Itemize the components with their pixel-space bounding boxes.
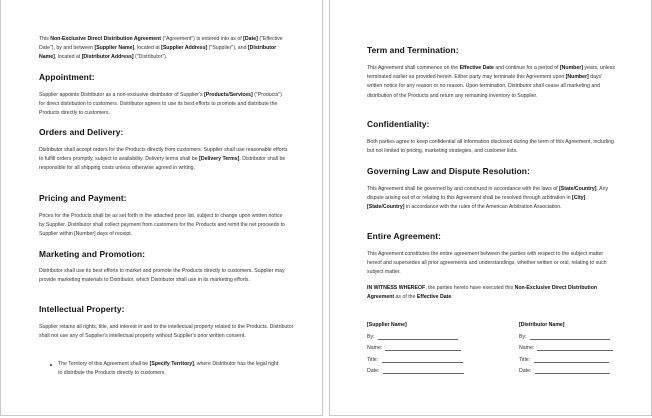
date-label: Date: — [519, 368, 532, 374]
by-label: By: — [367, 334, 375, 340]
section-heading-entire-agreement: Entire Agreement: — [367, 231, 441, 241]
text: ("Effective Date"), by and between — [39, 36, 283, 52]
supplier-name-label: [Supplier Name] — [367, 322, 407, 328]
witness-paragraph — [367, 284, 622, 302]
text: Distributor shall accept orders for the Products directly from customers. Supplier shall use reasonable efforts to fulfill orders promptly, subject to availability. Delivery terms shall be — [39, 147, 288, 163]
section-heading-appointment: Appointment: — [39, 72, 95, 82]
text: years, unless terminated earlier as provided herein. Either party may terminate this Agreement upon — [367, 65, 615, 81]
supplier-address-placeholder: [Supplier Address] — [161, 45, 208, 52]
bullet-icon — [50, 364, 52, 366]
text: This Agreement shall commence on the — [367, 65, 460, 71]
entire-agreement-paragraph — [367, 250, 619, 278]
text: . Distributor shall be responsible for all shipping costs unless otherwise agreed in writing. — [39, 156, 286, 172]
text: , located at — [54, 54, 82, 61]
territory-bullet — [58, 360, 283, 378]
territory-placeholder: [Specify Territory] — [149, 361, 194, 367]
confidentiality-paragraph — [367, 138, 619, 156]
agreement-name: Non-Exclusive Direct Distribution Agreement — [50, 36, 162, 42]
title-signature-line[interactable] — [534, 362, 609, 363]
term-paragraph — [367, 64, 617, 101]
distributor-name-label: [Distributor Name] — [519, 322, 565, 328]
date-label: Date: — [367, 368, 380, 374]
orders-paragraph — [39, 146, 289, 174]
state-country-placeholder: [State/Country] — [367, 204, 405, 211]
name-label: Name: — [367, 345, 383, 351]
section-heading-orders: Orders and Delivery: — [39, 127, 124, 137]
section-heading-confidentiality: Confidentiality: — [367, 119, 430, 129]
title-label: Title: — [519, 357, 531, 363]
marketing-paragraph — [39, 267, 289, 285]
state-country-placeholder: [State/Country] — [559, 186, 597, 192]
number-placeholder: [Number] — [565, 74, 589, 81]
text: , — [585, 195, 587, 202]
text: This Agreement constitutes the entire agreement between the parties with respect to the subject matter hereof and supersedes all prior agreements and understandings, whether written or oral, relating to such subject matter. — [367, 251, 607, 276]
name-label: Name: — [519, 345, 535, 351]
by-signature-line[interactable] — [378, 339, 458, 340]
text: , the parties hereto have executed this — [425, 285, 515, 291]
date-signature-line[interactable] — [535, 373, 610, 374]
text: ("Agreement") is entered into as of — [161, 36, 244, 42]
text: as of the — [394, 294, 417, 301]
by-signature-line[interactable] — [530, 339, 610, 340]
governing-law-paragraph — [367, 185, 619, 213]
title-label: Title: — [367, 357, 379, 363]
section-heading-marketing: Marketing and Promotion: — [39, 249, 146, 259]
text: ("Products") for direct distribution to customers. Distributor agrees to use its best efforts to promote and distribute the Products directly to customers. — [39, 92, 282, 117]
text: ("Distributor"). — [133, 54, 168, 61]
section-heading-governing-law: Governing Law and Dispute Resolution: — [367, 166, 530, 176]
distributor-name-placeholder: [Distributor Name] — [39, 45, 277, 61]
document-page-2 — [329, 0, 652, 416]
title-signature-line[interactable] — [382, 362, 463, 363]
section-heading-intellectual-property: Intellectual Property: — [39, 304, 125, 314]
distributor-address-placeholder: [Distributor Address] — [81, 54, 134, 61]
text: Supplier appoints Distributor as a non-exclusive distributor of Supplier's — [39, 92, 205, 98]
agreement-name: Non-Exclusive Direct Distribution Agreement — [367, 285, 598, 301]
text: The Territory of this Agreement shall be — [58, 361, 150, 367]
name-signature-line[interactable] — [537, 350, 613, 351]
products-placeholder: [Products/Services] — [204, 92, 253, 98]
text: This — [39, 36, 51, 42]
text: Distributor shall use its best efforts to market and promote the Products directly to customers. Supplier may provide marketing materials to Distributor, which Distributor shall use in its marketing efforts. — [39, 268, 285, 284]
text: , where Distributor has the legal right to distribute the Products directly to customers. — [58, 361, 279, 377]
text: days' written notice for any reason or no reason. Upon termination, Distributor shall cease all marketing and distribution of the Products and return any remaining inventory to Supplier. — [367, 74, 603, 99]
document-page-1 — [0, 0, 323, 416]
date-signature-line[interactable] — [383, 373, 464, 374]
city-placeholder: [City] — [572, 195, 586, 202]
text: . — [451, 294, 453, 301]
text: Both parties agree to keep confidential all information disclosed during the term of this Agreement, including but not limited to pricing, marketing strategies, and customer lists. — [367, 139, 614, 155]
appointment-paragraph — [39, 91, 289, 119]
section-heading-pricing: Pricing and Payment: — [39, 193, 127, 203]
text: in accordance with the rules of the American Arbitration Association. — [404, 204, 562, 211]
text: , located at — [134, 45, 162, 52]
by-label: By: — [519, 334, 527, 340]
witness-heading: IN WITNESS WHEREOF — [367, 285, 426, 291]
delivery-terms-placeholder: [Delivery Terms] — [199, 156, 240, 163]
number-placeholder: [Number] — [559, 65, 583, 71]
supplier-name-placeholder: [Supplier Name] — [94, 45, 135, 52]
text: Supplier retains all rights, title, and interest in and to the intellectual property related to the Products. Distributor shall not use any of Supplier's intellectual property without Supplier's prior written consent. — [39, 324, 294, 340]
name-signature-line[interactable] — [385, 350, 461, 351]
intro-paragraph — [39, 35, 289, 63]
intellectual-property-paragraph — [39, 323, 294, 341]
date-placeholder: [Date] — [243, 36, 258, 42]
text: ("Supplier"), and — [207, 45, 248, 52]
text: Prices for the Products shall be as set forth in the attached price list, subject to change upon written notice by Supplier. Distributor shall collect payment from customers for the Products and remit the net proceeds to Supplier within [Number] days of receipt. — [39, 213, 285, 238]
text: This Agreement shall be governed by and construed in accordance with the laws of — [367, 186, 560, 192]
text: . Any dispute arising out of or relating to this Agreement shall be resolved through arbitration in — [367, 186, 609, 202]
effective-date-ref: Effective Date — [416, 294, 452, 301]
pricing-paragraph — [39, 212, 289, 240]
text: and continue for a period of — [493, 65, 560, 71]
effective-date-ref: Effective Date — [459, 65, 494, 71]
section-heading-term: Term and Termination: — [367, 45, 459, 55]
